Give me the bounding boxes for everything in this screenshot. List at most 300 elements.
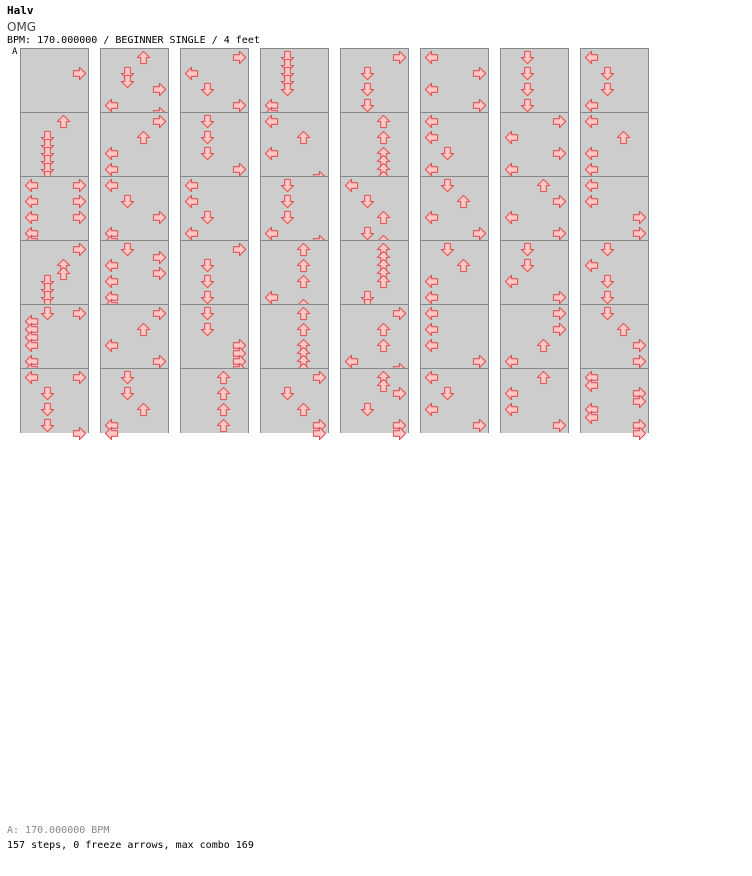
beat-stripe (341, 97, 408, 113)
arrow-down-icon (360, 98, 375, 113)
chart-info: BPM: 170.000000 / BEGINNER SINGLE / 4 feet (7, 35, 260, 46)
arrow-down-icon (120, 370, 135, 385)
beat-stripe (421, 145, 488, 161)
arrow-down-icon (440, 242, 455, 257)
arrow-up-icon (376, 338, 391, 353)
beat-stripe (341, 321, 408, 337)
arrow-down-icon (520, 258, 535, 273)
arrow-down-icon (40, 306, 55, 321)
arrow-right-icon (312, 426, 327, 441)
beat-stripe (21, 97, 88, 113)
arrow-left-icon (424, 274, 439, 289)
arrow-up-icon (376, 274, 391, 289)
beat-stripe (101, 369, 168, 385)
arrow-up-icon (216, 386, 231, 401)
measure (500, 240, 569, 305)
arrow-right-icon (632, 210, 647, 225)
arrow-left-icon (344, 354, 359, 369)
measure (580, 112, 649, 177)
arrow-up-icon (216, 402, 231, 417)
arrow-left-icon (104, 258, 119, 273)
arrow-up-icon (56, 266, 71, 281)
arrow-up-icon (536, 370, 551, 385)
beat-stripe (261, 353, 328, 369)
beat-stripe (341, 337, 408, 353)
beat-stripe (21, 273, 88, 289)
beat-stripe (101, 49, 168, 65)
measure (340, 48, 409, 113)
arrow-down-icon (600, 66, 615, 81)
arrow-down-icon (200, 322, 215, 337)
arrow-left-icon (584, 410, 599, 425)
arrow-up-icon (376, 114, 391, 129)
measure (580, 176, 649, 241)
arrow-left-icon (264, 226, 279, 241)
arrow-right-icon (392, 50, 407, 65)
beat-stripe (181, 209, 248, 225)
beat-stripe (501, 241, 568, 257)
arrow-up-icon (296, 242, 311, 257)
arrow-right-icon (232, 162, 247, 177)
beat-stripe (21, 385, 88, 401)
arrow-left-icon (104, 146, 119, 161)
beat-stripe (21, 401, 88, 417)
beat-stripe (341, 401, 408, 417)
arrow-down-icon (40, 386, 55, 401)
beat-stripe (581, 241, 648, 257)
arrow-down-icon (360, 66, 375, 81)
beat-stripe (421, 241, 488, 257)
arrow-right-icon (472, 418, 487, 433)
arrow-down-icon (120, 74, 135, 89)
beat-stripe (181, 257, 248, 273)
beat-stripe (341, 65, 408, 81)
song-artist: OMG (7, 20, 37, 34)
arrow-down-icon (200, 290, 215, 305)
arrow-right-icon (152, 210, 167, 225)
beat-stripe (181, 385, 248, 401)
arrow-down-icon (120, 242, 135, 257)
measure (180, 240, 249, 305)
arrow-down-icon (200, 130, 215, 145)
arrow-right-icon (152, 266, 167, 281)
arrow-down-icon (120, 386, 135, 401)
measure (100, 304, 169, 369)
beat-stripe (21, 81, 88, 97)
measure (180, 176, 249, 241)
arrow-up-icon (296, 402, 311, 417)
beat-stripe (421, 385, 488, 401)
beat-stripe (501, 177, 568, 193)
arrow-left-icon (584, 50, 599, 65)
measure (340, 304, 409, 369)
measure (420, 48, 489, 113)
beat-stripe (501, 337, 568, 353)
arrow-down-icon (600, 274, 615, 289)
arrow-up-icon (536, 178, 551, 193)
measure (260, 112, 329, 177)
measure (580, 240, 649, 305)
arrow-down-icon (600, 290, 615, 305)
arrow-down-icon (200, 210, 215, 225)
beat-stripe (341, 145, 408, 161)
arrow-down-icon (200, 258, 215, 273)
arrow-down-icon (280, 210, 295, 225)
measure (580, 368, 649, 433)
arrow-up-icon (376, 322, 391, 337)
beat-stripe (421, 193, 488, 209)
beat-stripe (581, 321, 648, 337)
arrow-left-icon (104, 426, 119, 441)
arrow-right-icon (392, 426, 407, 441)
arrow-right-icon (552, 418, 567, 433)
beat-stripe (341, 81, 408, 97)
arrow-right-icon (232, 98, 247, 113)
arrow-right-icon (552, 290, 567, 305)
arrow-down-icon (520, 82, 535, 97)
arrow-up-icon (456, 194, 471, 209)
arrow-right-icon (152, 82, 167, 97)
measure (420, 240, 489, 305)
measure (420, 112, 489, 177)
measure (20, 368, 89, 433)
arrow-left-icon (104, 98, 119, 113)
arrow-down-icon (120, 194, 135, 209)
arrow-down-icon (440, 386, 455, 401)
beat-stripe (581, 289, 648, 305)
bpm-marker-label: A (12, 47, 18, 57)
arrow-left-icon (584, 378, 599, 393)
arrow-right-icon (72, 370, 87, 385)
beat-stripe (261, 177, 328, 193)
beat-stripe (181, 289, 248, 305)
beat-stripe (261, 401, 328, 417)
measure (20, 48, 89, 113)
arrow-left-icon (584, 98, 599, 113)
measure (20, 112, 89, 177)
beat-stripe (181, 113, 248, 129)
arrow-left-icon (104, 162, 119, 177)
arrow-left-icon (424, 130, 439, 145)
beat-stripe (341, 257, 408, 273)
arrow-right-icon (552, 146, 567, 161)
arrow-up-icon (216, 418, 231, 433)
arrow-left-icon (504, 130, 519, 145)
arrow-right-icon (72, 178, 87, 193)
arrow-left-icon (424, 50, 439, 65)
arrow-right-icon (632, 338, 647, 353)
beat-stripe (261, 193, 328, 209)
measure (100, 368, 169, 433)
arrow-left-icon (424, 322, 439, 337)
beat-stripe (421, 177, 488, 193)
arrow-left-icon (104, 338, 119, 353)
arrow-right-icon (152, 250, 167, 265)
arrow-down-icon (200, 114, 215, 129)
arrow-down-icon (280, 386, 295, 401)
arrow-left-icon (424, 162, 439, 177)
measure (500, 48, 569, 113)
beat-stripe (501, 257, 568, 273)
arrow-right-icon (312, 370, 327, 385)
arrow-up-icon (136, 130, 151, 145)
beat-stripe (21, 289, 88, 305)
arrow-down-icon (600, 242, 615, 257)
arrow-left-icon (424, 370, 439, 385)
beat-stripe (261, 49, 328, 65)
beat-stripe (101, 65, 168, 81)
arrow-right-icon (72, 210, 87, 225)
arrow-right-icon (392, 306, 407, 321)
arrow-left-icon (24, 370, 39, 385)
beat-stripe (261, 65, 328, 81)
measure (100, 112, 169, 177)
arrow-up-icon (296, 322, 311, 337)
measure (260, 368, 329, 433)
measure (260, 304, 329, 369)
arrow-left-icon (104, 274, 119, 289)
arrow-right-icon (472, 354, 487, 369)
measure (180, 112, 249, 177)
beat-stripe (341, 241, 408, 257)
arrow-left-icon (504, 162, 519, 177)
beat-stripe (341, 273, 408, 289)
arrow-left-icon (424, 290, 439, 305)
arrow-left-icon (584, 258, 599, 273)
arrow-left-icon (424, 306, 439, 321)
beat-stripe (181, 305, 248, 321)
beat-stripe (181, 81, 248, 97)
beat-stripe (581, 65, 648, 81)
measure (420, 368, 489, 433)
arrow-up-icon (616, 130, 631, 145)
arrow-down-icon (40, 402, 55, 417)
measure (500, 368, 569, 433)
beat-stripe (181, 129, 248, 145)
beat-stripe (501, 81, 568, 97)
beat-stripe (341, 209, 408, 225)
measure (500, 112, 569, 177)
beat-stripe (261, 385, 328, 401)
arrow-left-icon (24, 194, 39, 209)
arrow-left-icon (504, 386, 519, 401)
measure (340, 176, 409, 241)
measure (340, 112, 409, 177)
measure (100, 48, 169, 113)
arrow-down-icon (40, 418, 55, 433)
beat-stripe (341, 161, 408, 177)
arrow-right-icon (152, 354, 167, 369)
song-title: Halv (7, 4, 34, 17)
beat-stripe (261, 241, 328, 257)
arrow-down-icon (440, 178, 455, 193)
arrow-right-icon (72, 242, 87, 257)
beat-stripe (181, 321, 248, 337)
beat-stripe (261, 305, 328, 321)
beat-stripe (181, 145, 248, 161)
beat-stripe (581, 305, 648, 321)
arrow-up-icon (296, 274, 311, 289)
arrow-down-icon (360, 402, 375, 417)
arrow-right-icon (632, 226, 647, 241)
arrow-down-icon (520, 50, 535, 65)
arrow-left-icon (184, 226, 199, 241)
arrow-left-icon (184, 178, 199, 193)
beat-stripe (261, 129, 328, 145)
measure (580, 304, 649, 369)
arrow-right-icon (392, 386, 407, 401)
arrow-up-icon (296, 258, 311, 273)
measure (420, 304, 489, 369)
beat-stripe (101, 129, 168, 145)
arrow-left-icon (264, 114, 279, 129)
arrow-left-icon (264, 290, 279, 305)
beat-stripe (101, 385, 168, 401)
beat-stripe (501, 49, 568, 65)
arrow-left-icon (344, 178, 359, 193)
arrow-left-icon (504, 354, 519, 369)
beat-stripe (21, 113, 88, 129)
arrow-down-icon (600, 82, 615, 97)
arrow-right-icon (472, 66, 487, 81)
arrow-down-icon (520, 242, 535, 257)
measure (340, 240, 409, 305)
bpm-legend: A: 170.000000 BPM (7, 825, 110, 836)
arrow-down-icon (200, 274, 215, 289)
arrow-left-icon (184, 66, 199, 81)
arrow-up-icon (136, 402, 151, 417)
beat-stripe (181, 369, 248, 385)
arrow-left-icon (424, 338, 439, 353)
arrow-down-icon (360, 194, 375, 209)
arrow-left-icon (584, 162, 599, 177)
measure (420, 176, 489, 241)
measure (340, 368, 409, 433)
measure (20, 304, 89, 369)
arrow-left-icon (104, 178, 119, 193)
arrow-right-icon (72, 66, 87, 81)
beat-stripe (261, 209, 328, 225)
arrow-down-icon (600, 306, 615, 321)
beat-stripe (421, 257, 488, 273)
arrow-right-icon (72, 194, 87, 209)
arrow-left-icon (184, 194, 199, 209)
beat-stripe (101, 193, 168, 209)
beat-stripe (261, 257, 328, 273)
arrow-up-icon (56, 114, 71, 129)
beat-stripe (101, 321, 168, 337)
beat-stripe (341, 193, 408, 209)
arrow-left-icon (504, 210, 519, 225)
arrow-right-icon (552, 322, 567, 337)
arrow-right-icon (552, 194, 567, 209)
measure (180, 368, 249, 433)
arrow-left-icon (584, 178, 599, 193)
arrow-right-icon (152, 306, 167, 321)
arrow-up-icon (296, 130, 311, 145)
beat-stripe (501, 369, 568, 385)
arrow-left-icon (24, 210, 39, 225)
arrow-right-icon (232, 50, 247, 65)
arrow-left-icon (424, 82, 439, 97)
beat-stripe (341, 369, 408, 385)
arrow-up-icon (136, 322, 151, 337)
arrow-right-icon (632, 426, 647, 441)
beat-stripe (581, 129, 648, 145)
beat-stripe (261, 81, 328, 97)
arrow-left-icon (424, 210, 439, 225)
beat-stripe (21, 145, 88, 161)
arrow-left-icon (584, 146, 599, 161)
arrow-down-icon (360, 82, 375, 97)
arrow-right-icon (552, 226, 567, 241)
arrow-right-icon (472, 226, 487, 241)
arrow-right-icon (472, 98, 487, 113)
arrow-left-icon (424, 402, 439, 417)
beat-stripe (261, 337, 328, 353)
beat-stripe (21, 49, 88, 65)
arrow-up-icon (616, 322, 631, 337)
arrow-down-icon (280, 82, 295, 97)
beat-stripe (261, 273, 328, 289)
arrow-right-icon (632, 394, 647, 409)
arrow-up-icon (376, 210, 391, 225)
beat-stripe (181, 273, 248, 289)
arrow-down-icon (280, 194, 295, 209)
beat-stripe (341, 129, 408, 145)
arrow-up-icon (376, 130, 391, 145)
arrow-down-icon (200, 82, 215, 97)
arrow-down-icon (200, 146, 215, 161)
measure (260, 176, 329, 241)
arrow-down-icon (200, 306, 215, 321)
arrow-left-icon (504, 402, 519, 417)
arrow-up-icon (536, 338, 551, 353)
arrow-up-icon (216, 370, 231, 385)
measure (100, 176, 169, 241)
arrow-down-icon (440, 146, 455, 161)
measure (580, 48, 649, 113)
arrow-right-icon (72, 426, 87, 441)
arrow-right-icon (552, 114, 567, 129)
measure (500, 304, 569, 369)
arrow-left-icon (504, 274, 519, 289)
arrow-left-icon (584, 194, 599, 209)
measure (100, 240, 169, 305)
arrow-left-icon (584, 114, 599, 129)
arrow-down-icon (280, 178, 295, 193)
chart-stats: 157 steps, 0 freeze arrows, max combo 169 (7, 840, 254, 851)
measure (20, 240, 89, 305)
beat-stripe (181, 417, 248, 433)
measure (180, 304, 249, 369)
beat-stripe (341, 225, 408, 241)
measure (20, 176, 89, 241)
measure (260, 240, 329, 305)
beat-stripe (21, 129, 88, 145)
beat-stripe (21, 161, 88, 177)
measure (260, 48, 329, 113)
arrow-left-icon (264, 146, 279, 161)
arrow-up-icon (296, 306, 311, 321)
beat-stripe (101, 401, 168, 417)
arrow-right-icon (72, 306, 87, 321)
beat-stripe (181, 401, 248, 417)
arrow-right-icon (632, 354, 647, 369)
arrow-left-icon (424, 114, 439, 129)
beat-stripe (501, 65, 568, 81)
arrow-right-icon (232, 242, 247, 257)
